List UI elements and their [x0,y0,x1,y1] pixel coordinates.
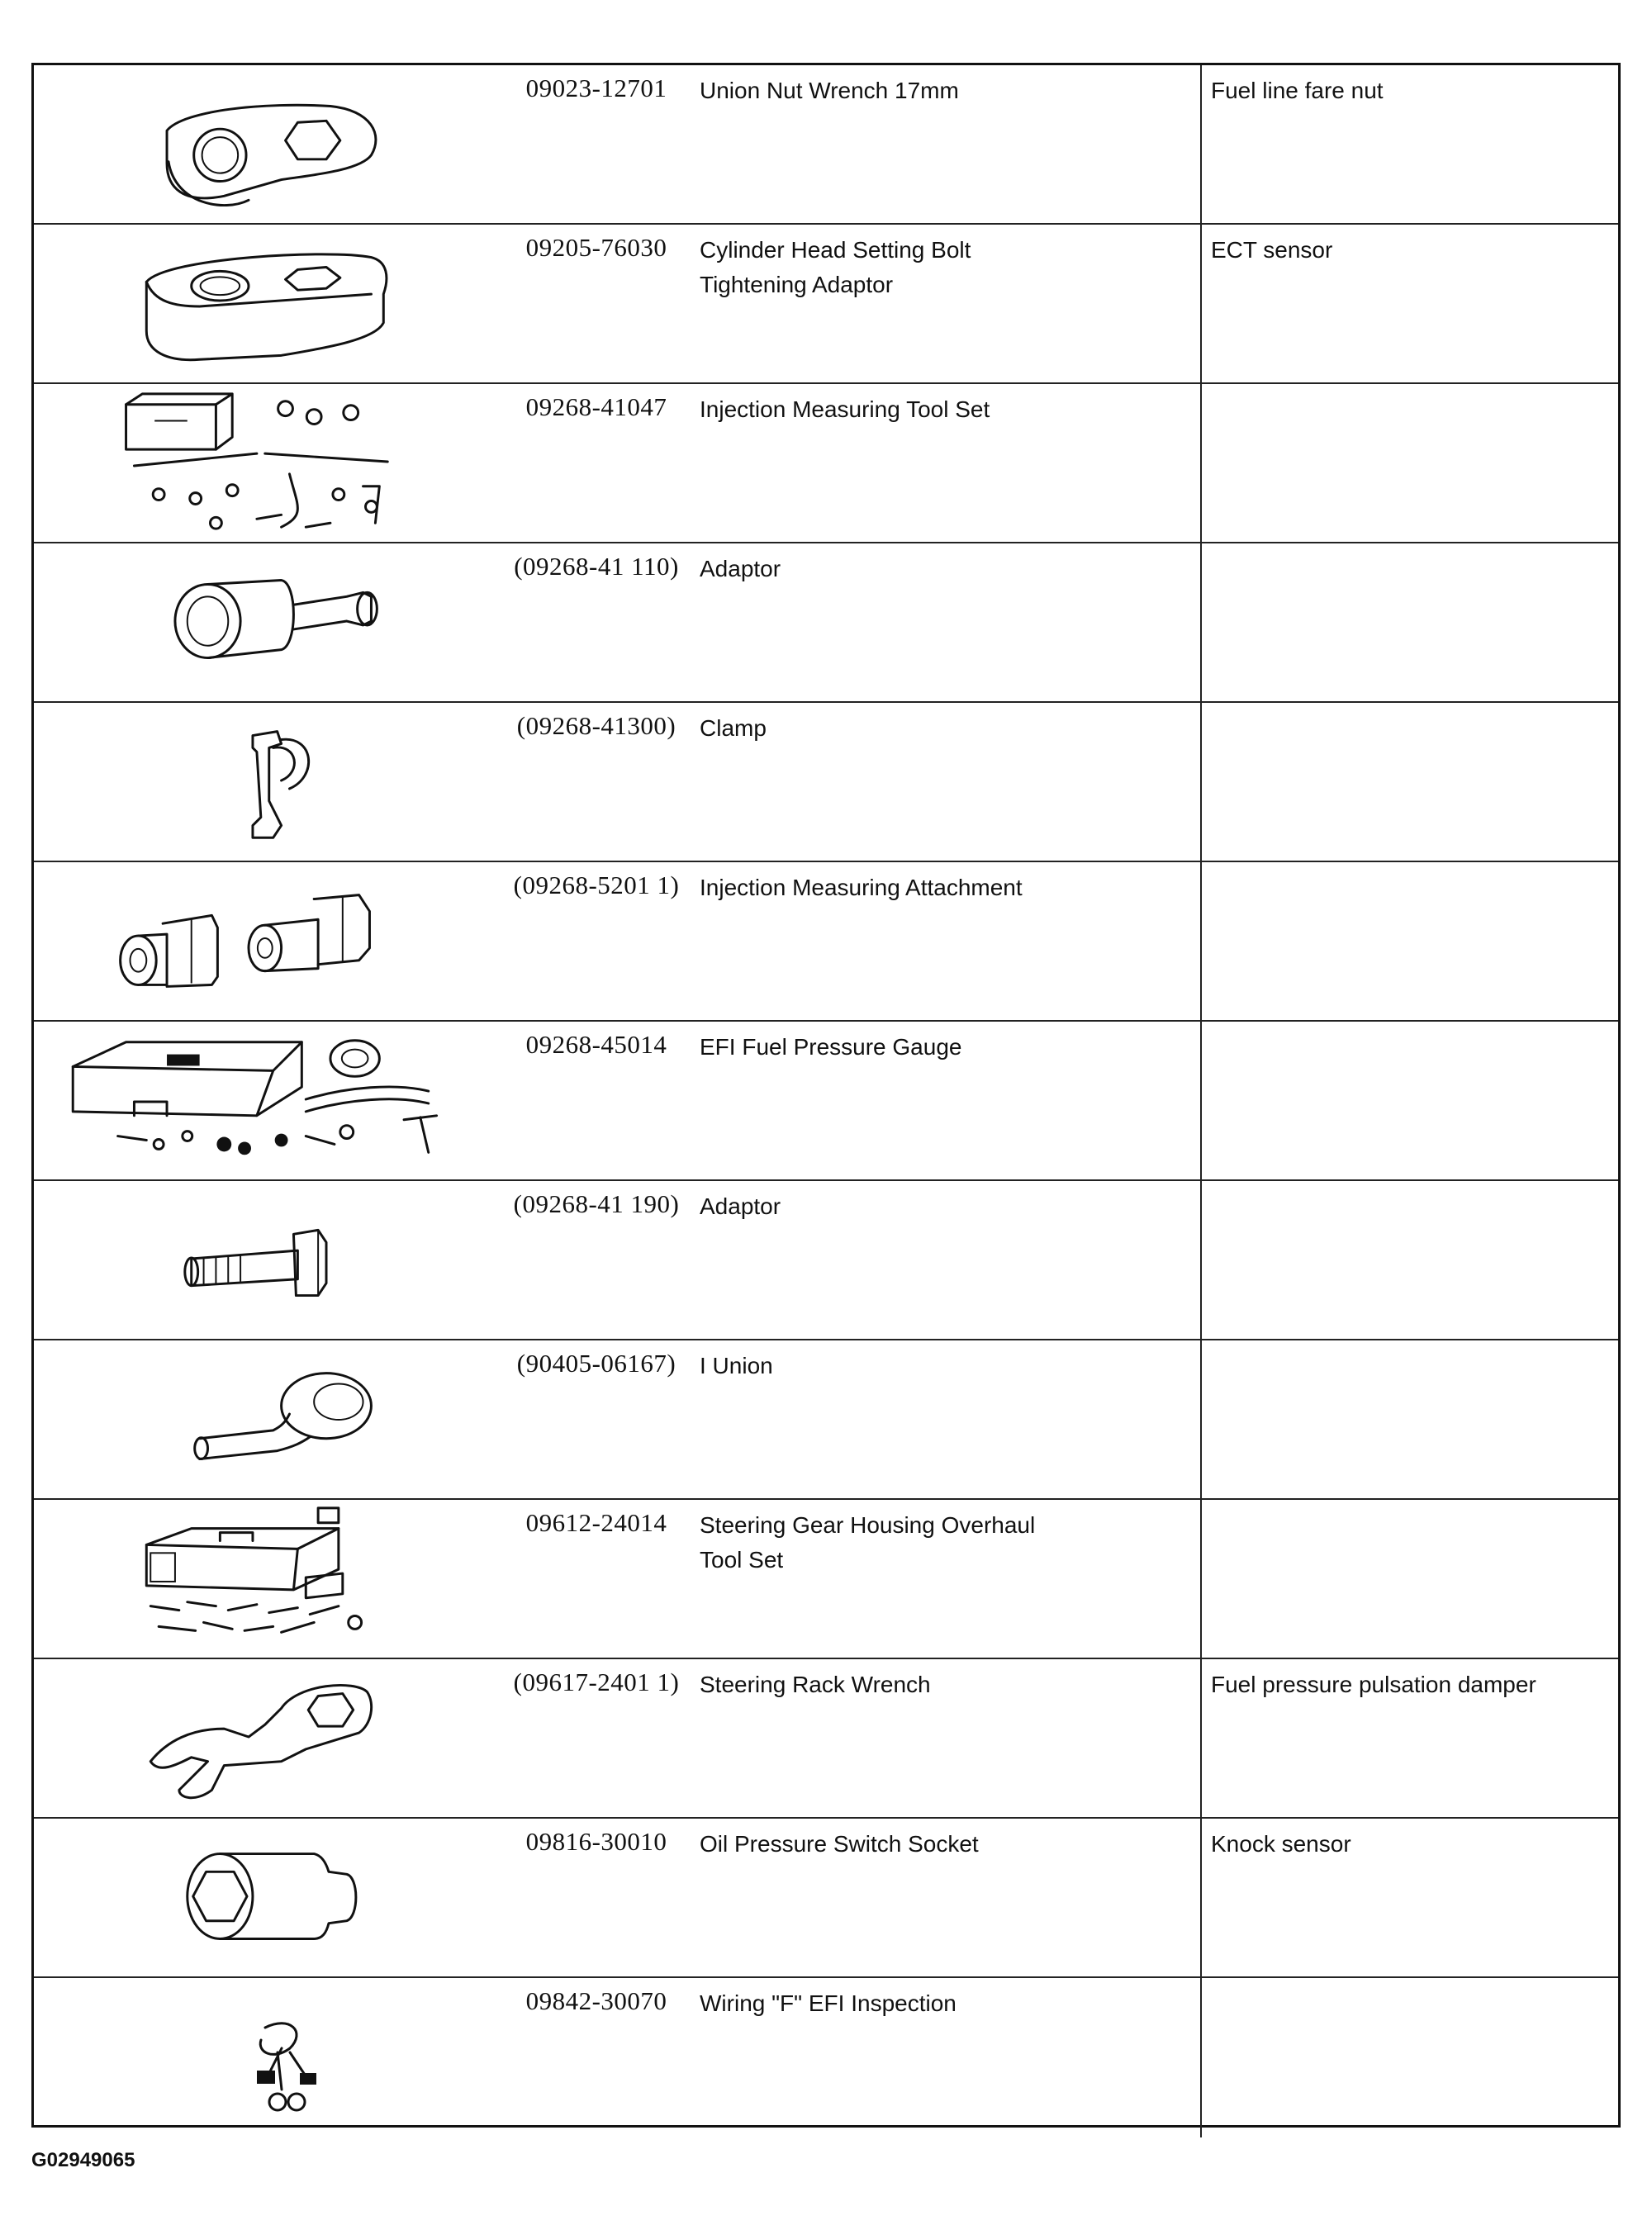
table-row [34,1978,1618,2137]
table-row [34,225,1618,384]
table-row [34,862,1618,1022]
clamp-icon [34,703,463,861]
tool-name: Injection Measuring Attachment [700,875,1023,900]
tool-usage-note: Fuel line fare nut [1211,78,1384,103]
tool-set-icon [34,384,463,542]
column-divider [1200,1659,1202,1817]
part-number: 09023-12701 [525,74,667,102]
part-number: (90405-06167) [516,1349,676,1378]
table-row [34,1181,1618,1340]
table-row [34,1500,1618,1659]
rack-wrench-icon [34,1659,463,1817]
union-fitting-icon [34,1340,463,1498]
adaptor-icon [34,543,463,701]
table-row [34,703,1618,862]
tool-name: EFI Fuel Pressure Gauge [700,1034,962,1060]
column-divider [1200,703,1202,861]
part-number: 09612-24014 [525,1508,667,1537]
column-divider [1200,543,1202,701]
union-nut-wrench-icon [34,65,463,223]
table-row [34,384,1618,543]
overhaul-tool-set-icon [34,1500,463,1658]
part-number: (09268-5201 1) [513,871,680,899]
part-number: (09617-2401 1) [513,1668,680,1696]
tool-name: Union Nut Wrench 17mm [700,78,959,103]
part-number: (09268-41 190) [513,1189,680,1218]
part-number: (09268-41300) [516,711,676,740]
tool-name: Adaptor [700,1193,781,1219]
table-row [34,1659,1618,1819]
column-divider [1200,1500,1202,1658]
table-row [34,1022,1618,1181]
tool-name: Wiring "F" EFI Inspection [700,1990,957,2016]
part-number: (09268-41 110) [514,552,679,581]
bolt-adaptor-icon [34,1181,463,1339]
part-number: 09205-76030 [525,233,667,262]
column-divider [1200,1181,1202,1339]
special-tools-table [31,63,1621,2128]
tool-name: Steering Rack Wrench [700,1672,931,1697]
column-divider [1200,65,1202,223]
tool-usage-note: ECT sensor [1211,237,1333,263]
column-divider [1200,1978,1202,2137]
tool-name: I Union [700,1353,773,1378]
column-divider [1200,225,1202,382]
column-divider [1200,1340,1202,1498]
part-number: 09816-30010 [525,1827,667,1856]
tightening-adaptor-icon [34,225,463,382]
tool-name: Steering Gear Housing Overhaul Tool Set [700,1512,1036,1573]
column-divider [1200,1022,1202,1179]
table-row [34,65,1618,225]
pressure-gauge-kit-icon [34,1022,463,1179]
table-row [34,543,1618,703]
figure-id: G02949065 [31,2149,135,2171]
tool-name: Oil Pressure Switch Socket [700,1831,979,1857]
tool-name: Cylinder Head Setting Bolt Tightening Adaptor [700,237,971,297]
wiring-harness-icon [34,1978,463,2137]
tool-name: Injection Measuring Tool Set [700,396,990,422]
column-divider [1200,862,1202,1020]
part-number: 09268-41047 [525,392,667,421]
tool-name: Clamp [700,715,767,741]
tool-name: Adaptor [700,556,781,581]
part-number: 09268-45014 [525,1030,667,1059]
measuring-attachment-icon [34,862,463,1020]
tool-usage-note: Fuel pressure pulsation damper [1211,1672,1536,1697]
part-number: 09842-30070 [525,1986,667,2015]
column-divider [1200,384,1202,542]
socket-icon [34,1819,463,1976]
column-divider [1200,1819,1202,1976]
table-row [34,1340,1618,1500]
tool-usage-note: Knock sensor [1211,1831,1351,1857]
table-row [34,1819,1618,1978]
